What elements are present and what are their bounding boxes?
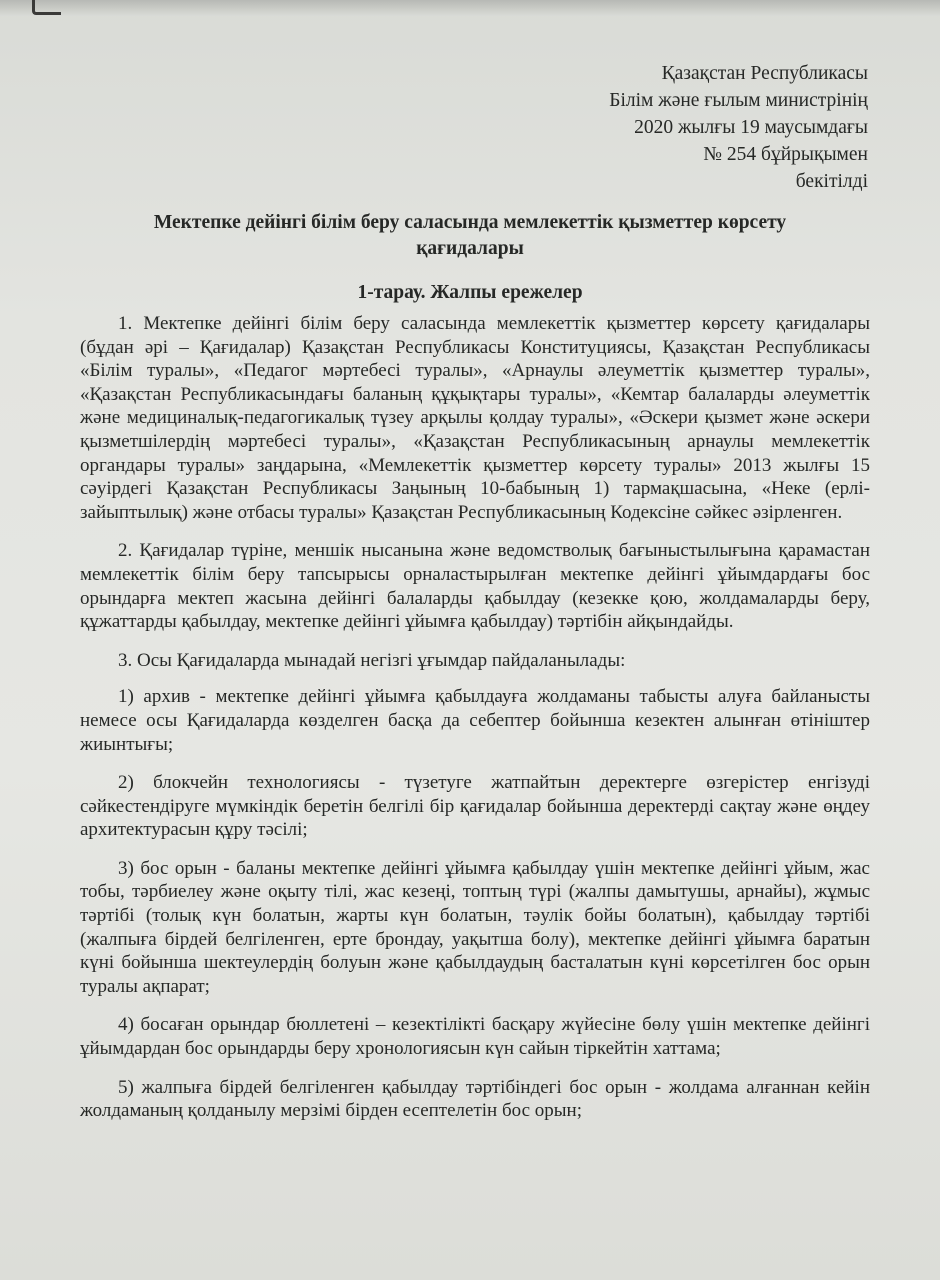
paragraph-3: 3. Осы Қағидаларда мынадай негізгі ұғымдар пайдаланылады: bbox=[118, 649, 626, 671]
document-body bbox=[80, 312, 870, 1138]
staple-mark bbox=[32, 0, 61, 15]
approval-line: № 254 бұйрықымен bbox=[703, 144, 868, 165]
definition-2: 2) блокчейн технологиясы - түзетуге жатпайтын деректерге өзгерістер енгізуді сәйкестендіруге мүмкіндік беретін белгілі бір қағидалар бойынша деректерді сақтау және өңдеу архитектурасын құру тәсілі; bbox=[80, 772, 870, 841]
approval-line: Білім және ғылым министрінің bbox=[609, 90, 868, 111]
definition-4: 4) босаған орындар бюллетені – кезектілікті басқару жүйесіне бөлу үшін мектепке дейінгі ұйымдардан бос орындарды беру хронологиясын күн сайын тіркейтін хаттама; bbox=[80, 1014, 870, 1060]
paragraph-2: 2. Қағидалар түріне, меншік нысанына және ведомстволық бағыныстылығына қарамастан мемлекеттік білім беру тапсырысы орналастырылған мектепке дейінгі ұйымдардағы бос орындарға мектеп жасына дейінгі балаларды қабылдау (кезекке қою, жолдамаларды беру, құжаттарды қабылдау, мектепке дейінгі ұйымға қабылдау) тәртібін айқындайды. bbox=[80, 540, 870, 633]
top-edge-shadow bbox=[0, 0, 940, 16]
approval-line: Қазақстан Республикасы bbox=[661, 63, 868, 84]
approval-line: 2020 жылғы 19 маусымдағы bbox=[634, 117, 868, 138]
definition-1: 1) архив - мектепке дейінгі ұйымға қабылдауға жолдаманы табысты алуға байланысты немесе осы Қағидаларда көзделген басқа да себептер бойынша кезектен алынған өтініштер жиынтығы; bbox=[80, 686, 870, 755]
approval-block bbox=[609, 60, 868, 195]
definition-5: 5) жалпыға бірдей белгіленген қабылдау тәртібіндегі бос орын - жолдама алғаннан кейін жолдаманың қолданылу мерзімі бірден есептелетін бос орын; bbox=[80, 1076, 870, 1122]
paragraph-1: 1. Мектепке дейінгі білім беру саласында мемлекеттік қызметтер көрсету қағидалары (бұдан әрі – Қағидалар) Қазақстан Республикасы Конституциясы, Қазақстан Республикасы «Білім туралы», «Педагог мәртебесі туралы», «Арнаулы әлеуметтік қызметтер туралы», «Қазақстан Республикасындағы баланың құқықтары туралы», «Кемтар балаларды әлеуметтік және медициналық-педагогикалық түзеу арқылы қолдау туралы», «Әскери қызмет және әскери қызметшілердің мәртебесі туралы», «Қазақстан Республикасының арнаулы мемлекеттік органдары туралы» заңдарына, «Мемлекеттік қызметтер көрсету туралы» 2013 жылғы 15 сәуірдегі Қазақстан Республикасы Заңының 10-бабының 1) тармақшасына, «Неке (ерлі-зайыптылық) және отбасы туралы» Қазақстан Республикасының Кодексіне сәйкес әзірленген. bbox=[80, 313, 870, 523]
approval-line: бекітілді bbox=[795, 171, 868, 192]
document-title: Мектепке дейінгі білім беру саласында мемлекеттік қызметтер көрсету қағидалары bbox=[153, 212, 787, 259]
section-title: 1-тарау. Жалпы ережелер bbox=[357, 282, 583, 303]
definition-3: 3) бос орын - баланы мектепке дейінгі ұйымға қабылдау үшін мектепке дейінгі ұйым, жас тобы, тәрбиелеу және оқыту тілі, жас кезеңі, топтың түрі (жалпы дамытушы, арнайы), жұмыс тәртібі (толық күн болатын, жарты күн болатын, тәулік бойы болатын), қабылдау тәртібі (жалпыға бірдей белгіленген, ерте брондау, уақытша болу), мектепке дейінгі ұйымға баратын күні бойынша шектеулердің болуын және қабылдаудың басталатын күні көрсетілген бос орын туралы ақпарат; bbox=[80, 857, 870, 997]
